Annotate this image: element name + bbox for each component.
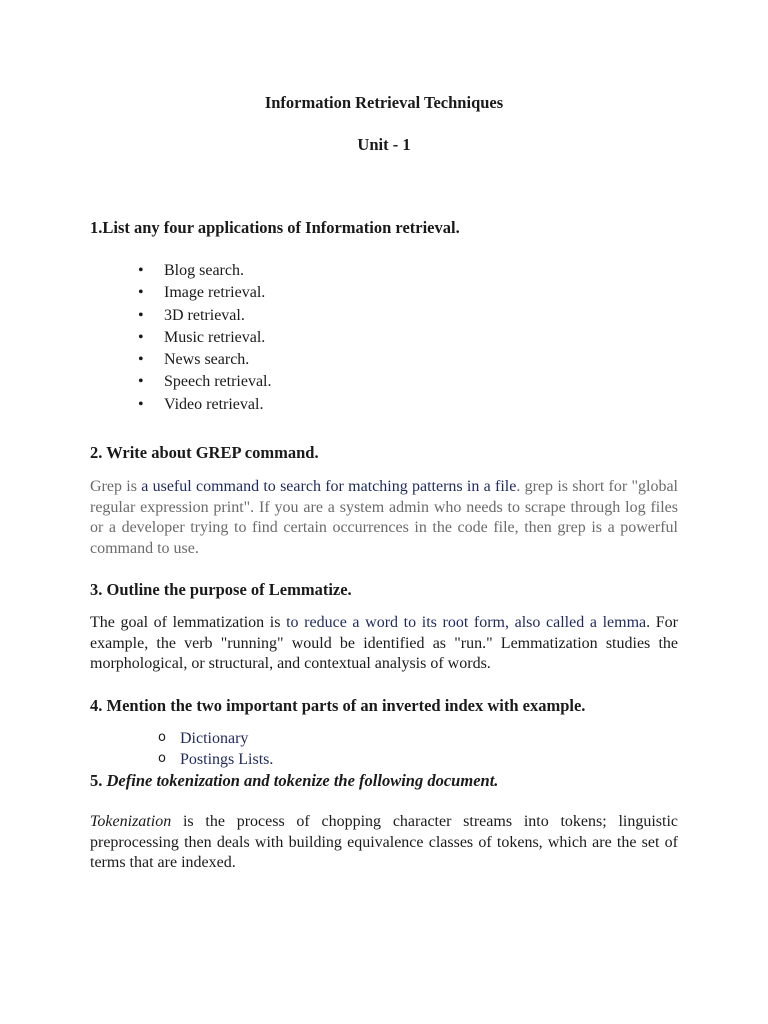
answer-text: The goal of lemmatization is (90, 614, 287, 631)
question-1-heading: 1.List any four applications of Information retrieval. (90, 218, 460, 237)
list-item: • Music retrieval. (136, 327, 272, 349)
grep-answer (90, 477, 678, 559)
list-item: • Speech retrieval. (136, 371, 272, 393)
question-5-heading (90, 771, 498, 791)
list-item: • Blog search. (136, 260, 272, 282)
list-item: • Image retrieval. (136, 282, 272, 304)
question-3-heading (90, 580, 352, 600)
document-title: Information Retrieval Techniques (264, 93, 504, 112)
term-tokenization: Tokenization (90, 813, 172, 830)
answer-highlight: a useful command to search for matching patterns in a file (141, 478, 517, 495)
list-item: • News search. (136, 349, 272, 371)
answer-text: . grep is short for "global regular expression print". If you are a system admin who needs to scrape through log files or a developer trying to find certain occurrences in the code file, then grep is a powerful command to use. (90, 478, 679, 557)
question-2-heading: 2. Write about GREP command. (90, 443, 319, 462)
question-number: 5. (90, 771, 107, 790)
list-item: o Dictionary (158, 729, 273, 750)
unit-label: Unit - 1 (357, 135, 411, 154)
question-4-heading: 4. Mention the two important parts of an inverted index with example. (90, 696, 586, 715)
question-text: Outline the purpose of Lemmatize. (102, 580, 352, 599)
question-number: 3. (90, 580, 103, 599)
list-item: • 3D retrieval. (136, 305, 272, 327)
tokenization-answer (90, 812, 678, 874)
answer-highlight: to reduce a word to its root form, also called a lemma (286, 614, 647, 631)
inverted-index-parts-list (158, 729, 273, 770)
list-item: o Postings Lists. (158, 750, 273, 771)
applications-list (136, 260, 272, 416)
answer-text: is the process of chopping character streams into tokens; linguistic preprocessing then deals with building equivalence classes of tokens, which are the set of terms that are indexed. (90, 813, 678, 872)
answer-text: . For example, the verb "running" would be identified as "run." Lemmatization studies the morphological, or structural, and contextual analysis of words. (90, 614, 678, 673)
answer-text: Grep is (90, 478, 142, 495)
question-text: Define tokenization and tokenize the following document. (106, 771, 499, 790)
lemmatize-answer (90, 613, 678, 675)
list-item: • Video retrieval. (136, 394, 272, 416)
